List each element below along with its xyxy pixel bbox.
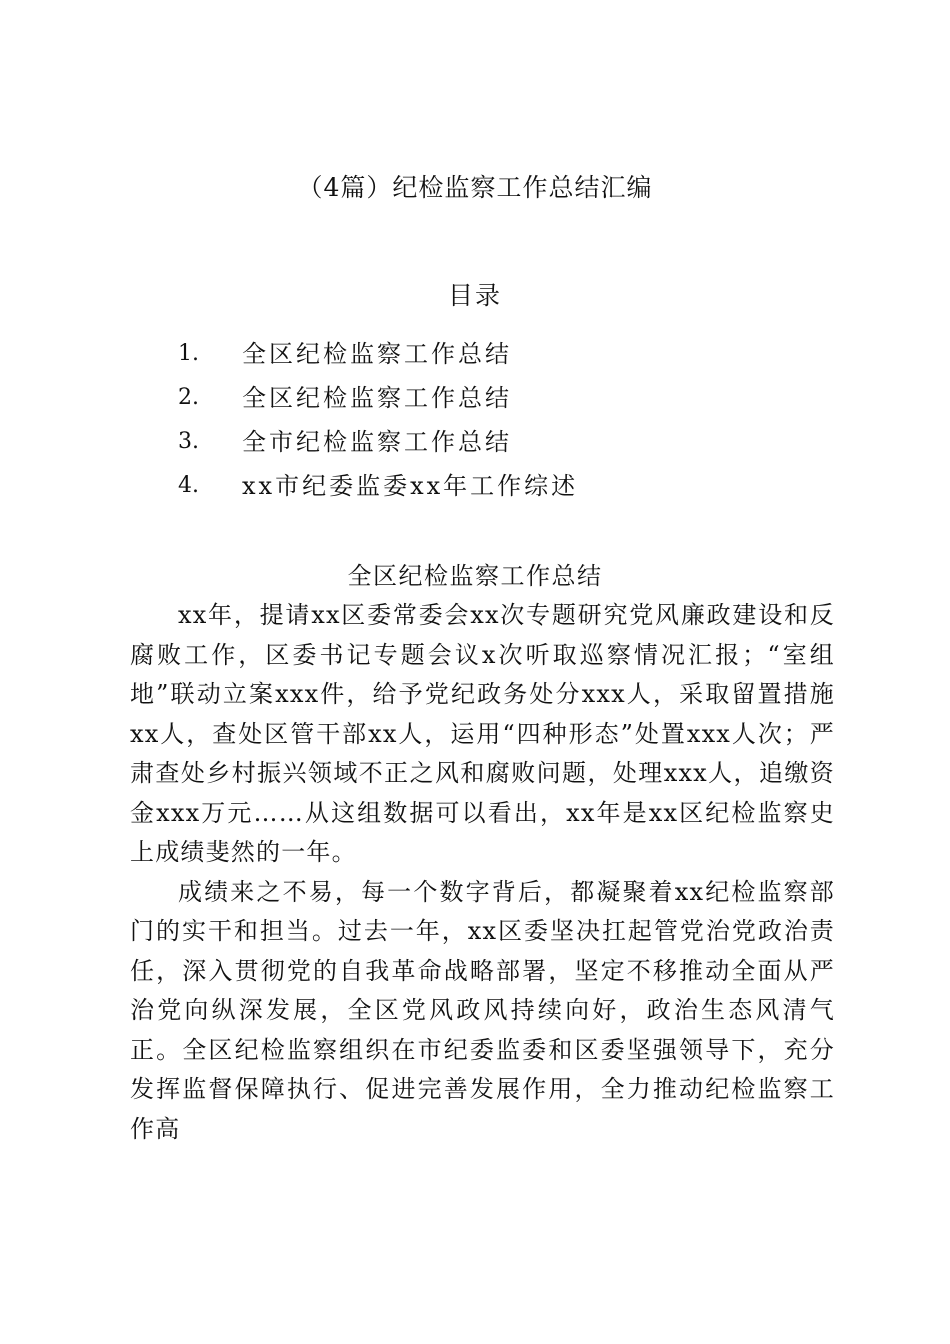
section-body <box>130 596 835 1149</box>
toc-item-text: xx市纪委监委xx年工作综述 <box>242 472 579 500</box>
toc-item-number: 2. <box>178 385 199 410</box>
section-title: 全区纪检监察工作总结 <box>347 562 603 590</box>
toc-heading: 目录 <box>447 281 502 310</box>
document-title: （4篇）纪检监察工作总结汇编 <box>297 173 653 202</box>
table-of-contents <box>178 337 818 513</box>
toc-item-text: 全区纪检监察工作总结 <box>242 340 512 368</box>
toc-item[interactable] <box>178 381 818 425</box>
toc-item-number: 4. <box>178 473 199 498</box>
toc-item-number: 3. <box>178 429 199 454</box>
toc-item[interactable] <box>178 425 818 469</box>
body-paragraph: 成绩来之不易，每一个数字背后，都凝聚着xx纪检监察部门的实干和担当。过去一年，xx区委坚决扛起管党治党政治责任，深入贯彻党的自我革命战略部署，坚定不移推动全面从严治党向纵深发展，全区党风政风持续向好，政治生态风清气正。全区纪检监察组织在市纪委监委和区委坚强领导下，充分发挥监督保障执行、促进完善发展作用，全力推动纪检监察工作高 <box>130 877 835 1143</box>
toc-item-text: 全市纪检监察工作总结 <box>242 428 512 456</box>
toc-item-number: 1. <box>178 341 199 366</box>
body-paragraph: xx年，提请xx区委常委会xx次专题研究党风廉政建设和反腐败工作，区委书记专题会议x次听取巡察情况汇报；“室组地”联动立案xxx件，给予党纪政务处分xxx人，采取留置措施xx人，查处区管干部xx人，运用“四种形态”处置xxx人次；严肃查处乡村振兴领域不正之风和腐败问题，处理xxx人，追缴资金xxx万元……从这组数据可以看出，xx年是xx区纪检监察史上成绩斐然的一年。 <box>130 601 835 866</box>
toc-item[interactable] <box>178 469 818 513</box>
toc-item-text: 全区纪检监察工作总结 <box>242 384 512 412</box>
toc-item[interactable] <box>178 337 818 381</box>
